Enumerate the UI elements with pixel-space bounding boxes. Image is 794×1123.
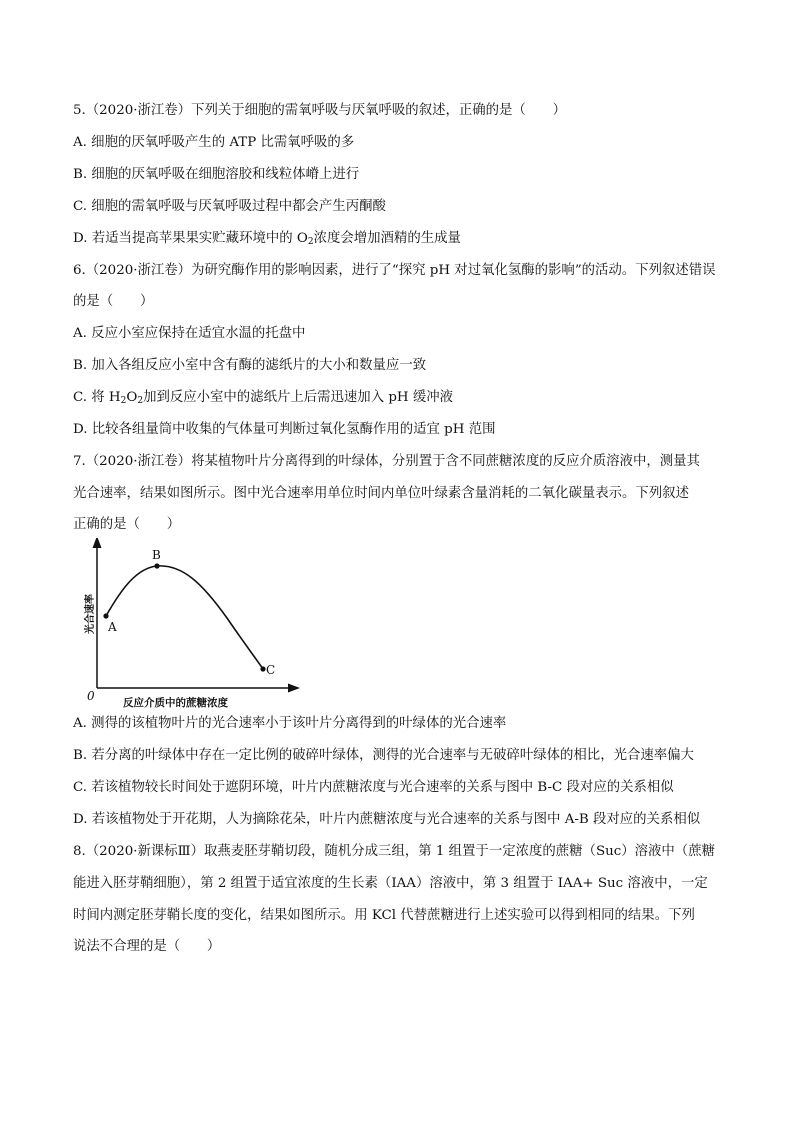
- point-c-marker: [260, 666, 265, 671]
- q8-stem-line1: 8.（2020·新课标Ⅲ）取燕麦胚芽鞘切段，随机分成三组，第 1 组置于一定浓度的蔗糖（Suc）溶液中（蔗糖: [73, 844, 715, 859]
- q6-option-a: A. 反应小室应保持在适宜水温的托盘中: [73, 326, 306, 341]
- q5-option-a: A. 细胞的厌氧呼吸产生的 ATP 比需氧呼吸的多: [73, 135, 355, 150]
- point-c-label: C: [266, 663, 276, 677]
- q7-stem-line3: 正确的是（ ）: [73, 517, 181, 532]
- q6-option-d: D. 比较各组量筒中收集的气体量可判断过氧化氢酶作用的适宜 pH 范围: [73, 422, 496, 437]
- q5-option-d: D. 若适当提高苹果果实贮藏环境中的 $O_2$浓度会增加酒精的生成量: [73, 231, 461, 247]
- q5-option-b: B. 细胞的厌氧呼吸在细胞溶胶和线粒体嵴上进行: [73, 167, 360, 182]
- q7-option-c: C. 若该植物较长时间处于遮阴环境，叶片内蔗糖浓度与光合速率的关系与图中 B-C 段对应的关系相似: [73, 780, 674, 795]
- q8-stem-line4: 说法不合理的是（ ）: [73, 939, 221, 954]
- q7-stem-line1: 7.（2020·浙江卷）将某植物叶片分离得到的叶绿体，分别置于含不同蔗糖浓度的反应介质溶液中，测量其: [73, 454, 700, 469]
- q7-option-b: B. 若分离的叶绿体中存在一定比例的破碎叶绿体，测得的光合速率与无破碎叶绿体的相比，光合速率偏大: [73, 748, 694, 763]
- y-axis-label: 光合速率: [85, 594, 96, 634]
- point-b-marker: [154, 563, 159, 568]
- x-axis-label: 反应介质中的蔗糖浓度: [123, 697, 228, 709]
- q6-option-b: B. 加入各组反应小室中含有酶的滤纸片的大小和数量应一致: [73, 358, 427, 373]
- origin-label: 0: [87, 689, 95, 703]
- q6-stem-line1: 6.（2020·浙江卷）为研究酶作用的影响因素，进行了“探究 pH 对过氧化氢酶的影响”的活动。下列叙述错误: [73, 263, 716, 278]
- point-b-label: B: [152, 548, 161, 562]
- point-a-label: A: [108, 620, 117, 634]
- q7-option-d: D. 若该植物处于开花期，人为摘除花朵，叶片内蔗糖浓度与光合速率的关系与图中 A-B 段对应的关系相似: [73, 812, 701, 827]
- q6-stem-line2: 的是（ ）: [73, 294, 154, 309]
- q5-option-c: C. 细胞的需氧呼吸与厌氧呼吸过程中都会产生丙酮酸: [73, 199, 386, 214]
- q6-option-c: C. 将 $H_2O_2$加到反应小室中的滤纸片上后需迅速加入 pH 缓冲液: [73, 390, 454, 406]
- q8-stem-line2: 能进入胚芽鞘细胞），第 2 组置于适宜浓度的生长素（IAA）溶液中，第 3 组置于 IAA+ Suc 溶液中，一定: [73, 876, 708, 891]
- point-a-marker: [103, 613, 108, 618]
- photosynthesis-graph: [82, 538, 302, 710]
- q7-stem-line2: 光合速率，结果如图所示。图中光合速率用单位时间内单位叶绿素含量消耗的二氧化碳量表示。下列叙述: [73, 486, 689, 501]
- q8-stem-line3: 时间内测定胚芽鞘长度的变化，结果如图所示。用 KCl 代替蔗糖进行上述实验可以得到相同的结果。下列: [73, 908, 695, 923]
- rate-curve: [106, 566, 263, 669]
- q7-option-a: A. 测得的该植物叶片的光合速率小于该叶片分离得到的叶绿体的光合速率: [73, 716, 507, 731]
- q5-stem: 5.（2020·浙江卷）下列关于细胞的需氧呼吸与厌氧呼吸的叙述，正确的是（ ）: [73, 103, 566, 118]
